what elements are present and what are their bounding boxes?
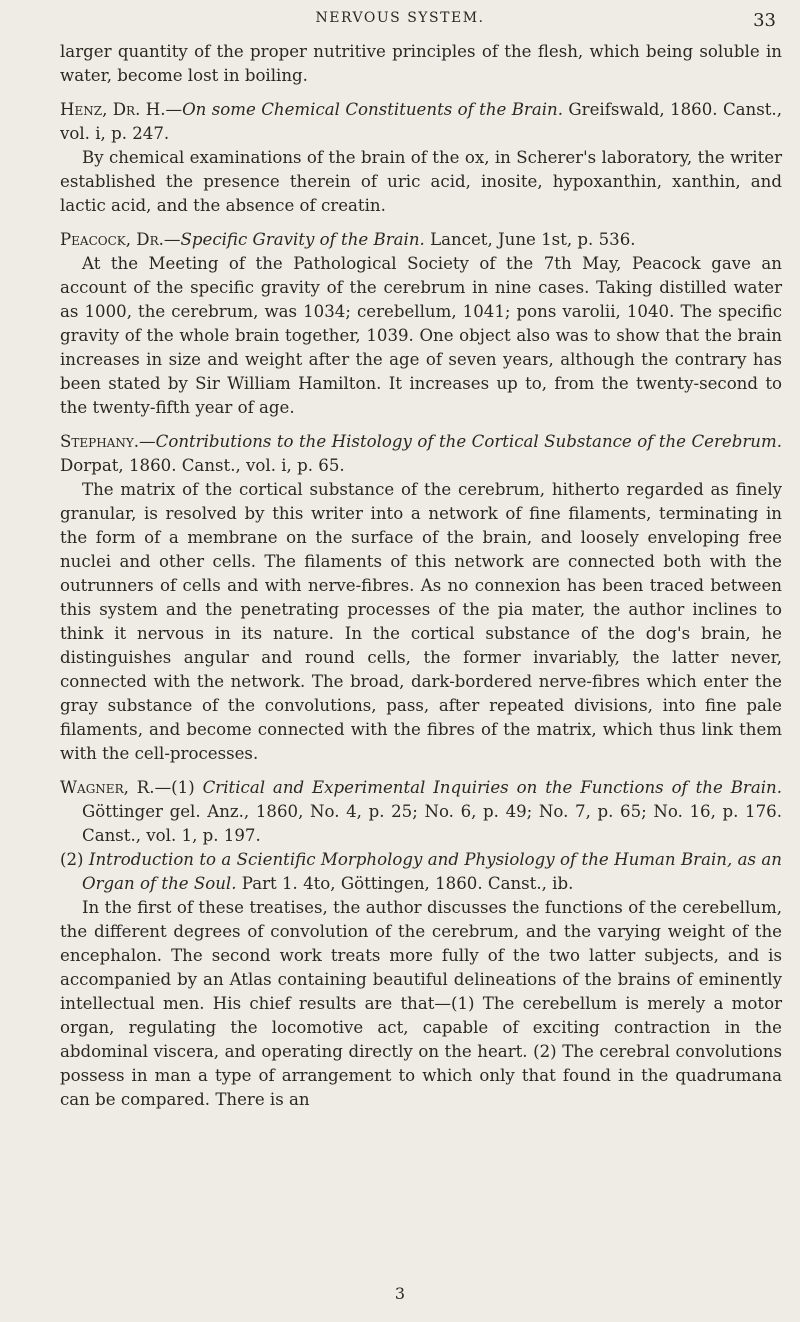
signature-mark: 3 [394, 1284, 406, 1303]
entry-author: Stephany. [60, 432, 140, 451]
entry-citation: Dorpat, 1860. Canst., vol. i, p. 65. [60, 456, 345, 475]
page-number: 33 [753, 10, 776, 31]
entry-title: Contributions to the Histology of the Cortical Substance of the Cerebrum. [155, 432, 782, 451]
page-body [60, 40, 782, 1122]
entry-citation: Greifswald, 1860. Canst., vol. i, p. 247. [60, 100, 782, 143]
wagner-item-1: Wagner, R.—(1) Critical and Experimental Inquiries on the Functions of the Brain. Göttinger gel. Anz., 1860, No. 4, p. 25; No. 6, p. 49; No. 7, p. 65; No. 16, p. 176. Canst., vol. 1, p. 197. [60, 778, 783, 845]
continuation-text: larger quantity of the proper nutritive principles of the flesh, which being soluble in water, become lost in boiling. [60, 42, 782, 85]
item-number: (1) [171, 778, 195, 797]
entry-citation: Part 1. 4to, Göttingen, 1860. Canst., ib. [241, 874, 574, 893]
entry-citation: Lancet, June 1st, p. 536. [430, 230, 636, 249]
entry-title: Critical and Experimental Inquiries on the Functions of the Brain. [202, 778, 783, 797]
page-header [0, 10, 800, 34]
bibliography-entry-stephany: Stephany.—Contributions to the Histology of the Cortical Substance of the Cerebrum. Dorpat, 1860. Canst., vol. i, p. 65. The matrix of the cortical substance of the cerebrum, hitherto regarded as finely granular, is resolved by this writer into a network of fine filaments, terminating in the form of a membrane on the surface of the brain, and loosely enveloping free nuclei and other cells. The filaments of this network are connected both with the outrunners of cells and with nerve-fibres. As no connexion has been traced between this system and the penetrating processes of the pia mater, the author inclines to think it nervous in its nature. In the cortical substance of the dog's brain, he distinguishes angular and round cells, the former invariably, the latter never, connected with the network. The broad, dark-bordered nerve-fibres which enter the gray substance of the convolutions, pass, after repeated divisions, into fine pale filaments, and become connected with the fibres of the matrix, which thus link them with the cell-processes. [60, 430, 782, 766]
bibliography-entry-peacock: Peacock, Dr.—Specific Gravity of the Brain. Lancet, June 1st, p. 536. At the Meeting of the Pathological Society of the 7th May, Peacock gave an account of the specific gravity of the cerebrum in nine cases. Taking distilled water as 1000, the cerebrum, was 1034; cerebellum, 1041; pons varolii, 1040. The specific gravity of the whole brain together, 1039. One object also was to show that the brain increases in size and weight after the age of seven years, although the contrary has been stated by Sir William Hamilton. It increases up to, from the twenty-second to the twenty-fifth year of age. [60, 228, 782, 420]
entry-title: Introduction to a Scientific Morphology and Physiology of the Human Brain, as an Organ of the Soul. [82, 850, 782, 893]
entry-citation: Göttinger gel. Anz., 1860, No. 4, p. 25; No. 6, p. 49; No. 7, p. 65; No. 16, p. 176. Canst., vol. 1, p. 197. [82, 802, 782, 845]
item-number: (2) [60, 850, 84, 869]
wagner-item-2 [60, 848, 782, 896]
continuation-paragraph [60, 40, 782, 88]
running-head: NERVOUS SYSTEM. [315, 10, 485, 26]
entry-author: Wagner, R. [60, 778, 155, 797]
entry-abstract: At the Meeting of the Pathological Society of the 7th May, Peacock gave an account of the specific gravity of the cerebrum in nine cases. Taking distilled water as 1000, the cerebrum, was 1034; cerebellum, 1041; pons varolii, 1040. The specific gravity of the whole brain together, 1039. One object also was to show that the brain increases in size and weight after the age of seven years, although the contrary has been stated by Sir William Hamilton. It increases up to, from the twenty-second to the twenty-fifth year of age. [60, 254, 782, 417]
entry-abstract: In the first of these treatises, the author discusses the functions of the cerebellum, the different degrees of convolution of the cerebrum, and the varying weight of the encephalon. The second work treats more fully of the two latter subjects, and is accompanied by an Atlas containing beautiful delineations of the brains of eminently intellectual men. His chief results are that—(1) The cerebellum is merely a motor organ, regulating the locomotive act, capable of exciting contraction in the abdominal viscera, and operating directly on the heart. (2) The cerebral convolutions possess in man a type of arrangement to which only that found in the quadrumana can be compared. There is an [60, 898, 782, 1109]
entry-author: Henz, Dr. H. [60, 100, 166, 119]
entry-author: Peacock, Dr. [60, 230, 164, 249]
entry-title: Specific Gravity of the Brain. [180, 230, 425, 249]
bibliography-entry-henz: Henz, Dr. H.—On some Chemical Constituents of the Brain. Greifswald, 1860. Canst., vol. i, p. 247. By chemical examinations of the brain of the ox, in Scherer's laboratory, the writer established the presence therein of uric acid, inosite, hypoxanthin, xanthin, and lactic acid, and the absence of creatin. [60, 98, 782, 218]
bibliography-entry-wagner [60, 776, 782, 1112]
entry-abstract: By chemical examinations of the brain of the ox, in Scherer's laboratory, the writer established the presence therein of uric acid, inosite, hypoxanthin, xanthin, and lactic acid, and the absence of creatin. [60, 148, 782, 215]
entry-title: On some Chemical Constituents of the Brain. [182, 100, 564, 119]
entry-abstract: The matrix of the cortical substance of the cerebrum, hitherto regarded as finely granular, is resolved by this writer into a network of fine filaments, terminating in the form of a membrane on the surface of the brain, and loosely enveloping free nuclei and other cells. The filaments of this network are connected both with the outrunners of cells and with nerve-fibres. As no connexion has been traced between this system and the penetrating processes of the pia mater, the author inclines to think it nervous in its nature. In the cortical substance of the dog's brain, he distinguishes angular and round cells, the former invariably, the latter never, connected with the network. The broad, dark-bordered nerve-fibres which enter the gray substance of the convolutions, pass, after repeated divisions, into fine pale filaments, and become connected with the fibres of the matrix, which thus link them with the cell-processes. [60, 480, 782, 763]
